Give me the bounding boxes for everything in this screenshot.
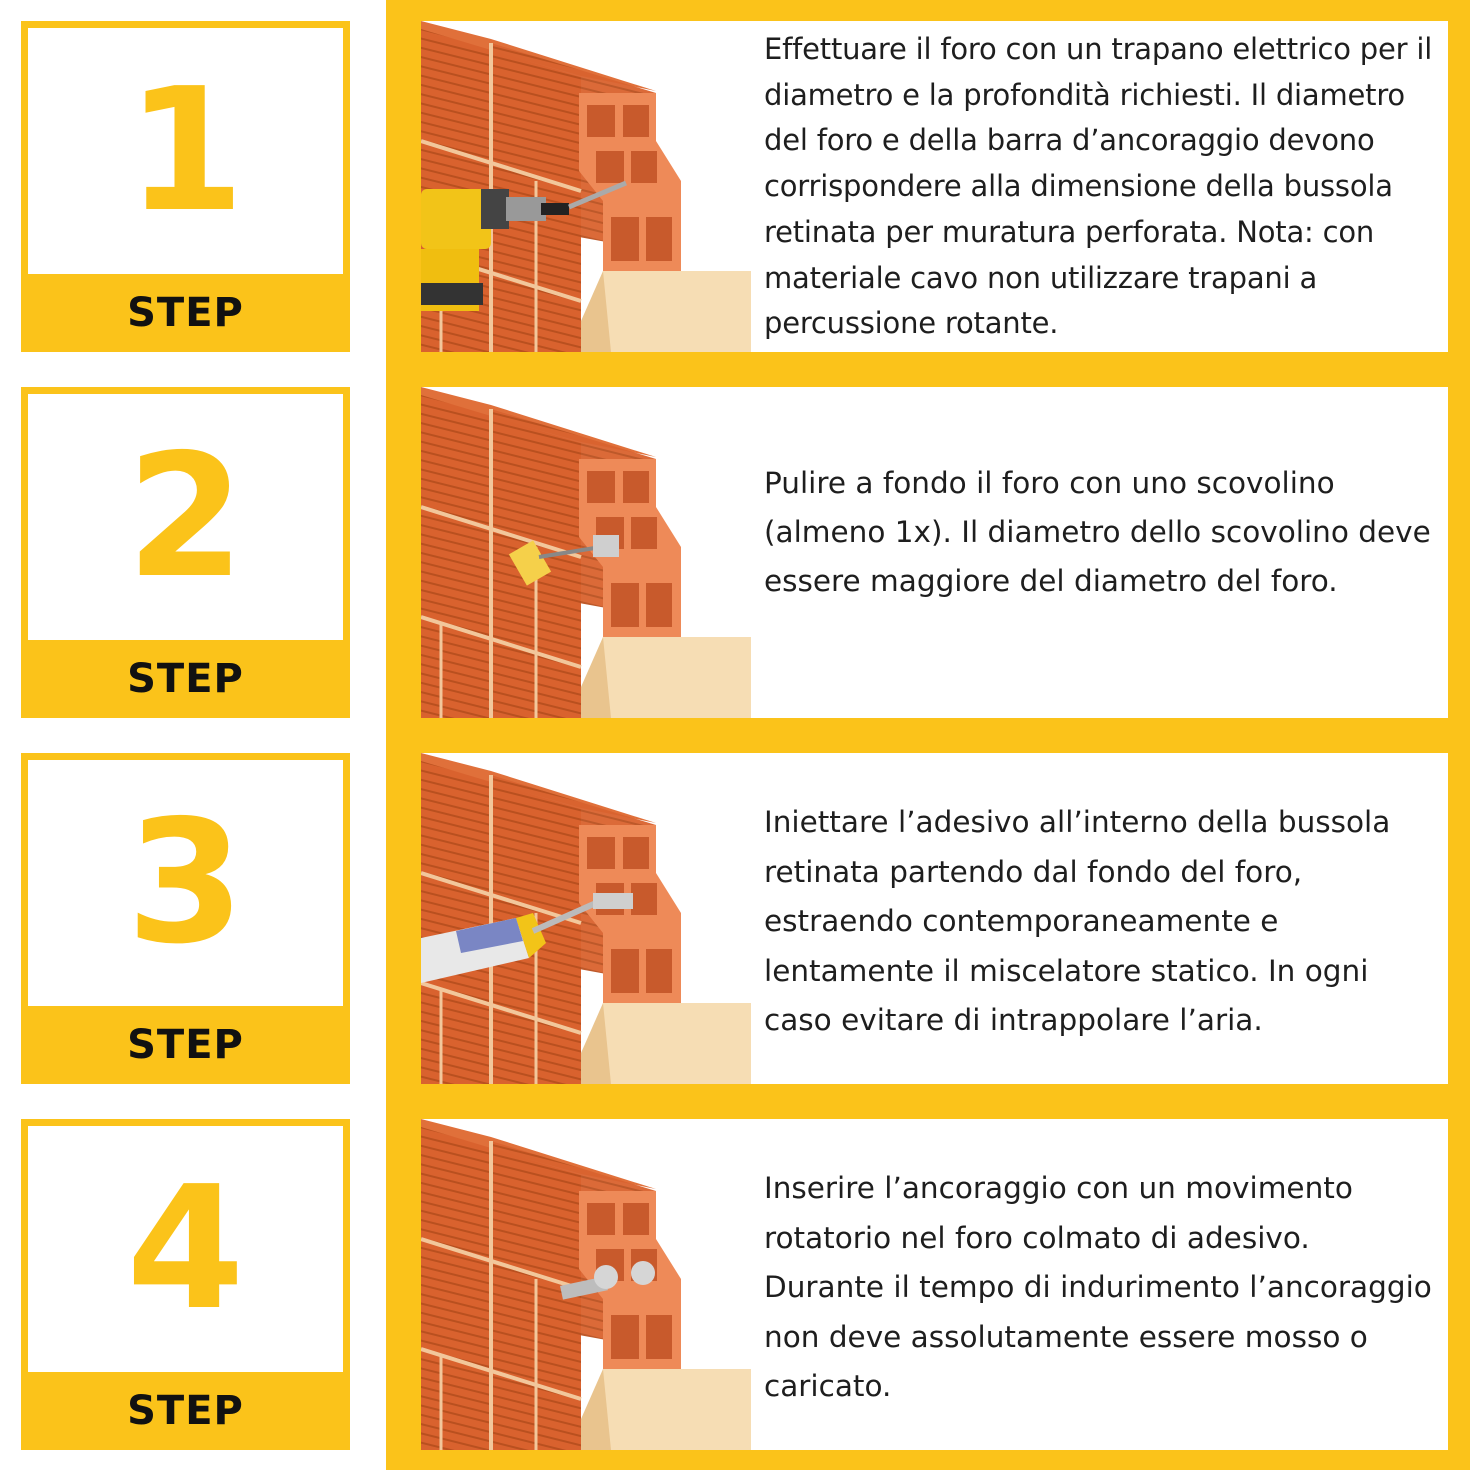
step-card-4	[421, 1119, 1448, 1450]
step-number-box	[28, 394, 343, 640]
drill-into-brick-icon	[421, 21, 751, 352]
step-description: Effettuare il foro con un trapano elettrico per il diametro e la profondità richiesti. Il diametro del foro e della barra d’ancoraggio devono corrispondere alla dimensione della bussola retinata per muratura perforata. Nota: con materiale cavo non utilizzare trapani a percussione rotante.	[764, 32, 1433, 341]
step-number: 4	[126, 1150, 245, 1348]
step-number-box	[28, 760, 343, 1006]
step-label: STEP	[127, 290, 244, 336]
adhesive-cartridge-icon	[421, 753, 751, 1084]
step-label: STEP	[127, 1022, 244, 1068]
step-number: 1	[126, 52, 245, 250]
step-card-3	[421, 753, 1448, 1084]
step-badge-2	[21, 387, 350, 718]
step-card-1	[421, 21, 1448, 352]
step-number: 3	[126, 784, 245, 982]
step-description: Inserire l’ancoraggio con un movimento rotatorio nel foro colmato di adesivo. Durante il tempo di indurimento l’ancoraggio non deve assolutamente essere mosso o caricato.	[764, 1171, 1432, 1403]
step-label: STEP	[127, 1388, 244, 1434]
step-number: 2	[126, 418, 245, 616]
step-badge-1	[21, 21, 350, 352]
step-label: STEP	[127, 656, 244, 702]
step-description: Pulire a fondo il foro con uno scovolino (almeno 1x). Il diametro dello scovolino deve essere maggiore del diametro del foro.	[764, 466, 1431, 598]
step-card-2	[421, 387, 1448, 718]
brush-cleaning-hole-icon	[421, 387, 751, 718]
step-badge-3	[21, 753, 350, 1084]
step-description: Iniettare l’adesivo all’interno della bussola retinata partendo dal fondo del foro, estraendo contemporaneamente e lentamente il miscelatore statico. In ogni caso evitare di intrappolare l’aria.	[764, 805, 1391, 1037]
step-badge-4	[21, 1119, 350, 1450]
anchor-rod-inserted-icon	[421, 1119, 751, 1450]
step-number-box	[28, 1126, 343, 1372]
step-number-box	[28, 28, 343, 274]
